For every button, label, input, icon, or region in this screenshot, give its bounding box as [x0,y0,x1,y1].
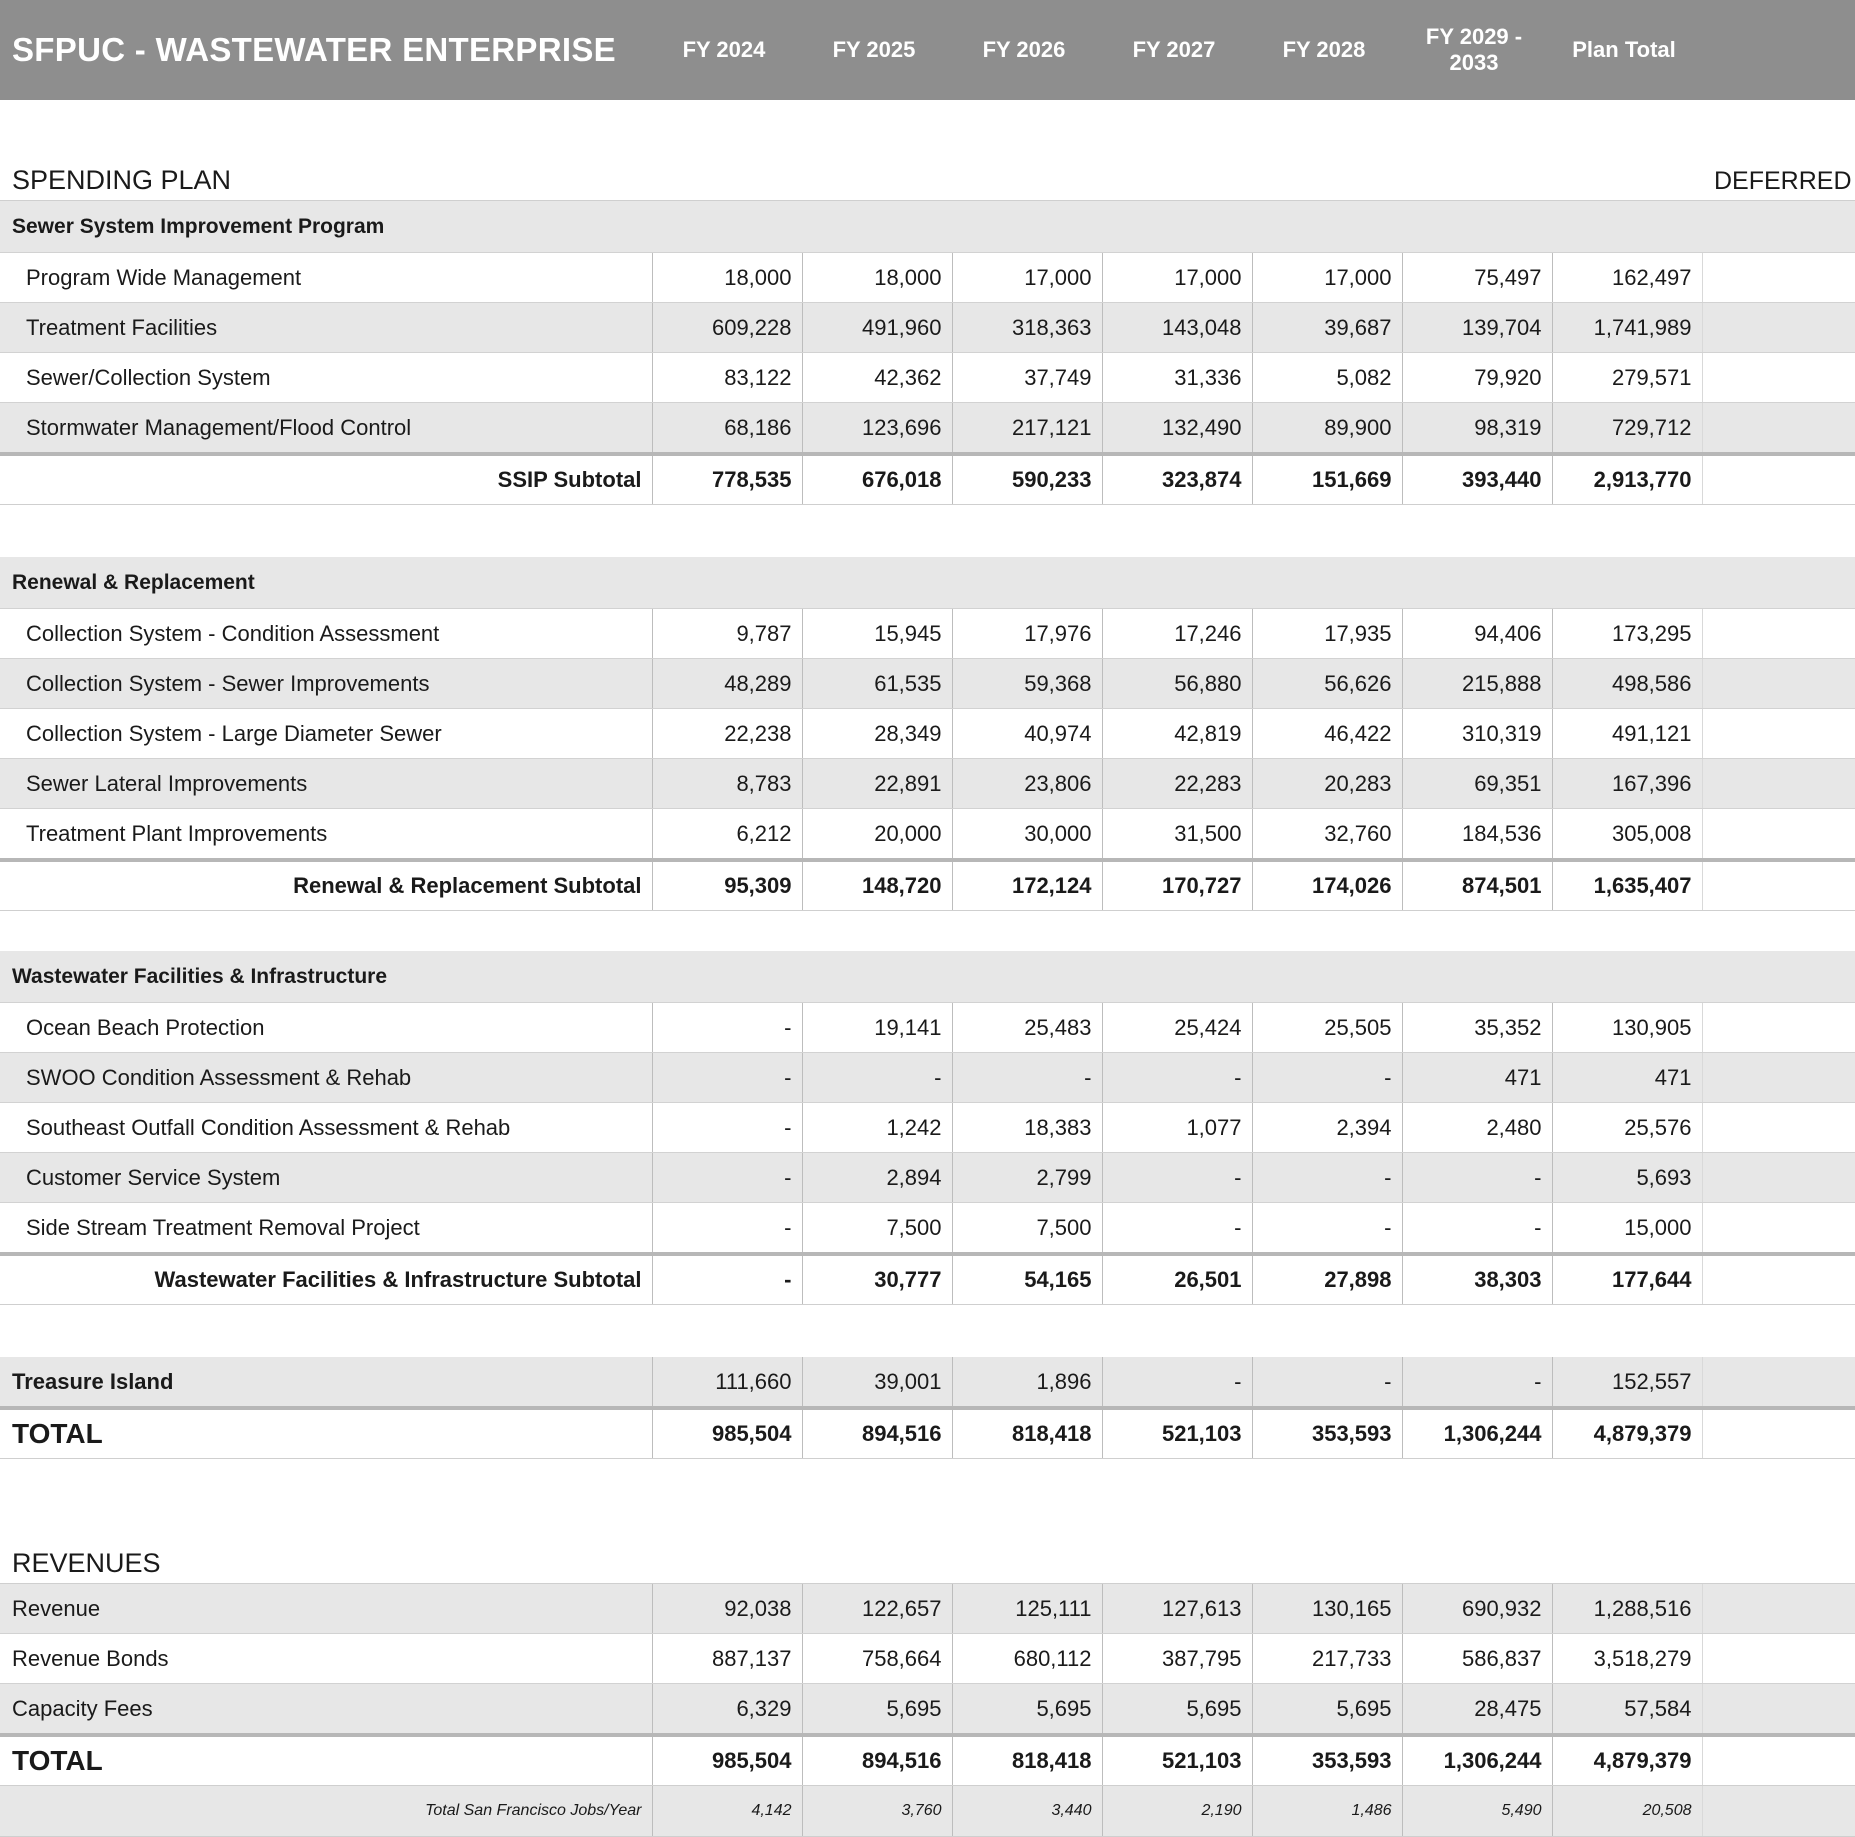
deferred-cell [1702,1684,1855,1736]
cell-value: 152,557 [1552,1357,1702,1408]
cell-value: 17,935 [1252,609,1402,659]
row-label: Revenue Bonds [0,1634,652,1684]
cell-value: 2,480 [1402,1103,1552,1153]
cell-value: 217,733 [1252,1634,1402,1684]
cell-value: 19,141 [802,1003,952,1053]
row-label: Collection System - Sewer Improvements [0,659,652,709]
row-label: Treatment Plant Improvements [0,809,652,861]
cell-value: 17,000 [952,253,1102,303]
table-row [0,1684,1855,1736]
cell-value: 1,306,244 [1402,1408,1552,1459]
cell-value: - [652,1003,802,1053]
cell-value: 590,233 [952,454,1102,505]
section-title-row [0,152,1855,201]
total-label: TOTAL [0,1408,652,1459]
spacer [0,1459,1855,1536]
subtotal-label: Renewal & Replacement Subtotal [0,860,652,911]
table-row [0,1103,1855,1153]
subtotal-label: SSIP Subtotal [0,454,652,505]
cell-value: 18,000 [802,253,952,303]
deferred-cell [1702,1053,1855,1103]
revenues-title: REVENUES [0,1535,1855,1584]
cell-value: 1,741,989 [1552,303,1702,353]
table-row [0,1053,1855,1103]
row-label: Sewer/Collection System [0,353,652,403]
cell-value: 57,584 [1552,1684,1702,1736]
table-row [0,353,1855,403]
cell-value: - [652,1153,802,1203]
row-label: Capacity Fees [0,1684,652,1736]
row-label: Side Stream Treatment Removal Project [0,1203,652,1255]
deferred-cell [1702,860,1855,911]
cell-value: - [1252,1357,1402,1408]
deferred-label: DEFERRED [1702,152,1855,201]
spacer [0,1305,1855,1358]
cell-value: 5,082 [1252,353,1402,403]
deferred-cell [1702,609,1855,659]
row-label: Revenue [0,1584,652,1634]
table-row [0,1203,1855,1255]
cell-value: 39,001 [802,1357,952,1408]
cell-value: 2,799 [952,1153,1102,1203]
cell-value: 6,212 [652,809,802,861]
row-label: Treatment Facilities [0,303,652,353]
cell-value: 162,497 [1552,253,1702,303]
deferred-cell [1702,253,1855,303]
cell-value: 23,806 [952,759,1102,809]
column-header: FY 2028 [1252,0,1402,100]
cell-value: 122,657 [802,1584,952,1634]
cell-value: 521,103 [1102,1408,1252,1459]
jobs-row [0,1786,1855,1837]
cell-value: 690,932 [1402,1584,1552,1634]
cell-value: 17,976 [952,609,1102,659]
cell-value: 6,329 [652,1684,802,1736]
cell-value: - [1102,1203,1252,1255]
cell-value: 1,635,407 [1552,860,1702,911]
cell-value: 9,787 [652,609,802,659]
cell-value: 25,424 [1102,1003,1252,1053]
deferred-cell [1702,709,1855,759]
cell-value: 125,111 [952,1584,1102,1634]
cell-value: 30,777 [802,1254,952,1305]
cell-value: 5,693 [1552,1153,1702,1203]
group-header-row [0,557,1855,609]
cell-value: 491,121 [1552,709,1702,759]
cell-value: 61,535 [802,659,952,709]
cell-value: 2,913,770 [1552,454,1702,505]
deferred-cell [1702,659,1855,709]
cell-value: 20,000 [802,809,952,861]
deferred-cell [1702,1003,1855,1053]
cell-value: 18,000 [652,253,802,303]
cell-value: 42,362 [802,353,952,403]
deferred-cell [1702,1153,1855,1203]
cell-value: 729,712 [1552,403,1702,455]
cell-value: 31,500 [1102,809,1252,861]
cell-value: 173,295 [1552,609,1702,659]
cell-value: 22,891 [802,759,952,809]
column-header: FY 2025 [802,0,952,100]
page-title: SFPUC - WASTEWATER ENTERPRISE [0,0,652,100]
cell-value: 30,000 [952,809,1102,861]
subtotal-row [0,454,1855,505]
cell-value: 2,394 [1252,1103,1402,1153]
cell-value: 56,880 [1102,659,1252,709]
spending-plan-title: SPENDING PLAN [0,152,1702,201]
column-header: FY 2029 - 2033 [1402,0,1552,100]
cell-value: 5,490 [1402,1786,1552,1837]
deferred-cell [1702,454,1855,505]
cell-value: 94,406 [1402,609,1552,659]
cell-value: 215,888 [1402,659,1552,709]
cell-value: 887,137 [652,1634,802,1684]
row-label: Collection System - Condition Assessment [0,609,652,659]
cell-value: 75,497 [1402,253,1552,303]
cell-value: 5,695 [1252,1684,1402,1736]
column-header: Plan Total [1552,0,1702,100]
cell-value: 54,165 [952,1254,1102,1305]
cell-value: 20,508 [1552,1786,1702,1837]
cell-value: 35,352 [1402,1003,1552,1053]
spacer [0,100,1855,152]
row-label: Sewer Lateral Improvements [0,759,652,809]
cell-value: 279,571 [1552,353,1702,403]
cell-value: 69,351 [1402,759,1552,809]
cell-value: 387,795 [1102,1634,1252,1684]
cell-value: 15,945 [802,609,952,659]
cell-value: 586,837 [1402,1634,1552,1684]
cell-value: 143,048 [1102,303,1252,353]
cell-value: - [652,1203,802,1255]
group-header-row [0,201,1855,253]
deferred-cell [1702,353,1855,403]
cell-value: - [1252,1203,1402,1255]
cell-value: 170,727 [1102,860,1252,911]
table-row [0,1634,1855,1684]
cell-value: 92,038 [652,1584,802,1634]
deferred-cell [1702,303,1855,353]
group-title: Wastewater Facilities & Infrastructure [0,951,1855,1003]
table-row [0,759,1855,809]
cell-value: 123,696 [802,403,952,455]
cell-value: 17,246 [1102,609,1252,659]
group-header-row [0,951,1855,1003]
cell-value: 353,593 [1252,1735,1402,1786]
cell-value: 46,422 [1252,709,1402,759]
cell-value: 5,695 [802,1684,952,1736]
table-row [0,1003,1855,1053]
cell-value: 28,349 [802,709,952,759]
cell-value: 985,504 [652,1735,802,1786]
cell-value: 5,695 [952,1684,1102,1736]
spacer [0,911,1855,952]
cell-value: - [652,1103,802,1153]
cell-value: 26,501 [1102,1254,1252,1305]
table-row [0,809,1855,861]
cell-value: 130,165 [1252,1584,1402,1634]
deferred-cell [1702,1103,1855,1153]
cell-value: 95,309 [652,860,802,911]
column-header-empty [1702,0,1855,100]
cell-value: 8,783 [652,759,802,809]
table-row [0,1584,1855,1634]
row-label: Treasure Island [0,1357,652,1408]
cell-value: 521,103 [1102,1735,1252,1786]
cell-value: 217,121 [952,403,1102,455]
cell-value: 778,535 [652,454,802,505]
cell-value: - [802,1053,952,1103]
table-row [0,303,1855,353]
cell-value: 22,283 [1102,759,1252,809]
row-label: Southeast Outfall Condition Assessment & Rehab [0,1103,652,1153]
cell-value: 323,874 [1102,454,1252,505]
cell-value: 985,504 [652,1408,802,1459]
cell-value: 1,288,516 [1552,1584,1702,1634]
cell-value: 393,440 [1402,454,1552,505]
cell-value: 130,905 [1552,1003,1702,1053]
deferred-cell [1702,1735,1855,1786]
deferred-cell [1702,809,1855,861]
cell-value: 680,112 [952,1634,1102,1684]
cell-value: 498,586 [1552,659,1702,709]
cell-value: 7,500 [802,1203,952,1255]
cell-value: 172,124 [952,860,1102,911]
subtotal-label: Wastewater Facilities & Infrastructure Subtotal [0,1254,652,1305]
column-header: FY 2027 [1102,0,1252,100]
cell-value: - [1102,1153,1252,1203]
cell-value: 1,242 [802,1103,952,1153]
cell-value: 174,026 [1252,860,1402,911]
cell-value: 127,613 [1102,1584,1252,1634]
table-row [0,403,1855,455]
cell-value: 28,475 [1402,1684,1552,1736]
cell-value: 83,122 [652,353,802,403]
row-label: SWOO Condition Assessment & Rehab [0,1053,652,1103]
cell-value: - [1252,1153,1402,1203]
cell-value: 894,516 [802,1408,952,1459]
cell-value: 48,289 [652,659,802,709]
table-header-row [0,0,1855,100]
cell-value: 38,303 [1402,1254,1552,1305]
total-label: TOTAL [0,1735,652,1786]
cell-value: 148,720 [802,860,952,911]
deferred-cell [1702,759,1855,809]
cell-value: 132,490 [1102,403,1252,455]
cell-value: 167,396 [1552,759,1702,809]
cell-value: 32,760 [1252,809,1402,861]
column-header: FY 2024 [652,0,802,100]
table-row [0,609,1855,659]
cell-value: 184,536 [1402,809,1552,861]
cell-value: 79,920 [1402,353,1552,403]
cell-value: 1,486 [1252,1786,1402,1837]
row-label: Collection System - Large Diameter Sewer [0,709,652,759]
cell-value: 491,960 [802,303,952,353]
cell-value: 305,008 [1552,809,1702,861]
cell-value: 139,704 [1402,303,1552,353]
deferred-cell [1702,1203,1855,1255]
cell-value: 4,879,379 [1552,1735,1702,1786]
cell-value: 471 [1402,1053,1552,1103]
cell-value: 25,483 [952,1003,1102,1053]
subtotal-row [0,1254,1855,1305]
cell-value: 1,896 [952,1357,1102,1408]
cell-value: 17,000 [1102,253,1252,303]
row-label: Ocean Beach Protection [0,1003,652,1053]
cell-value: - [1102,1053,1252,1103]
cell-value: - [652,1254,802,1305]
cell-value: - [1102,1357,1252,1408]
table-row [0,1357,1855,1408]
deferred-cell [1702,1584,1855,1634]
cell-value: 3,440 [952,1786,1102,1837]
cell-value: 4,142 [652,1786,802,1837]
cell-value: 3,518,279 [1552,1634,1702,1684]
cell-value: 59,368 [952,659,1102,709]
cell-value: 15,000 [1552,1203,1702,1255]
cell-value: 2,190 [1102,1786,1252,1837]
table-row [0,1153,1855,1203]
group-title: Sewer System Improvement Program [0,201,1855,253]
cell-value: 111,660 [652,1357,802,1408]
cell-value: 4,879,379 [1552,1408,1702,1459]
cell-value: - [1402,1357,1552,1408]
deferred-cell [1702,1357,1855,1408]
cell-value: 22,238 [652,709,802,759]
cell-value: 318,363 [952,303,1102,353]
cell-value: - [1402,1153,1552,1203]
subtotal-row [0,860,1855,911]
cell-value: 31,336 [1102,353,1252,403]
cell-value: 177,644 [1552,1254,1702,1305]
table-row [0,709,1855,759]
cell-value: 676,018 [802,454,952,505]
cell-value: 56,626 [1252,659,1402,709]
cell-value: 98,319 [1402,403,1552,455]
cell-value: 25,505 [1252,1003,1402,1053]
cell-value: 3,760 [802,1786,952,1837]
cell-value: 818,418 [952,1735,1102,1786]
cell-value: 39,687 [1252,303,1402,353]
row-label: Customer Service System [0,1153,652,1203]
cell-value: 89,900 [1252,403,1402,455]
deferred-cell [1702,1634,1855,1684]
deferred-cell [1702,1254,1855,1305]
table-row [0,253,1855,303]
column-header: FY 2026 [952,0,1102,100]
group-title: Renewal & Replacement [0,557,1855,609]
total-row [0,1735,1855,1786]
cell-value: 2,894 [802,1153,952,1203]
row-label: Program Wide Management [0,253,652,303]
row-label: Stormwater Management/Flood Control [0,403,652,455]
cell-value: - [1402,1203,1552,1255]
cell-value: 40,974 [952,709,1102,759]
deferred-cell [1702,1408,1855,1459]
cell-value: 151,669 [1252,454,1402,505]
cell-value: 310,319 [1402,709,1552,759]
spacer [0,505,1855,558]
cell-value: 20,283 [1252,759,1402,809]
cell-value: 17,000 [1252,253,1402,303]
cell-value: - [952,1053,1102,1103]
cell-value: 894,516 [802,1735,952,1786]
cell-value: 1,306,244 [1402,1735,1552,1786]
cell-value: 18,383 [952,1103,1102,1153]
cell-value: 874,501 [1402,860,1552,911]
cell-value: 818,418 [952,1408,1102,1459]
cell-value: 27,898 [1252,1254,1402,1305]
cell-value: 7,500 [952,1203,1102,1255]
cell-value: 471 [1552,1053,1702,1103]
deferred-cell [1702,1786,1855,1837]
table-row [0,659,1855,709]
cell-value: 37,749 [952,353,1102,403]
cell-value: 25,576 [1552,1103,1702,1153]
cell-value: 609,228 [652,303,802,353]
cell-value: 42,819 [1102,709,1252,759]
cell-value: 5,695 [1102,1684,1252,1736]
cell-value: 353,593 [1252,1408,1402,1459]
cell-value: - [652,1053,802,1103]
section-title-row [0,1535,1855,1584]
cell-value: 758,664 [802,1634,952,1684]
cell-value: - [1252,1053,1402,1103]
cell-value: 1,077 [1102,1103,1252,1153]
deferred-cell [1702,403,1855,455]
total-row [0,1408,1855,1459]
cell-value: 68,186 [652,403,802,455]
jobs-label: Total San Francisco Jobs/Year [0,1786,652,1837]
